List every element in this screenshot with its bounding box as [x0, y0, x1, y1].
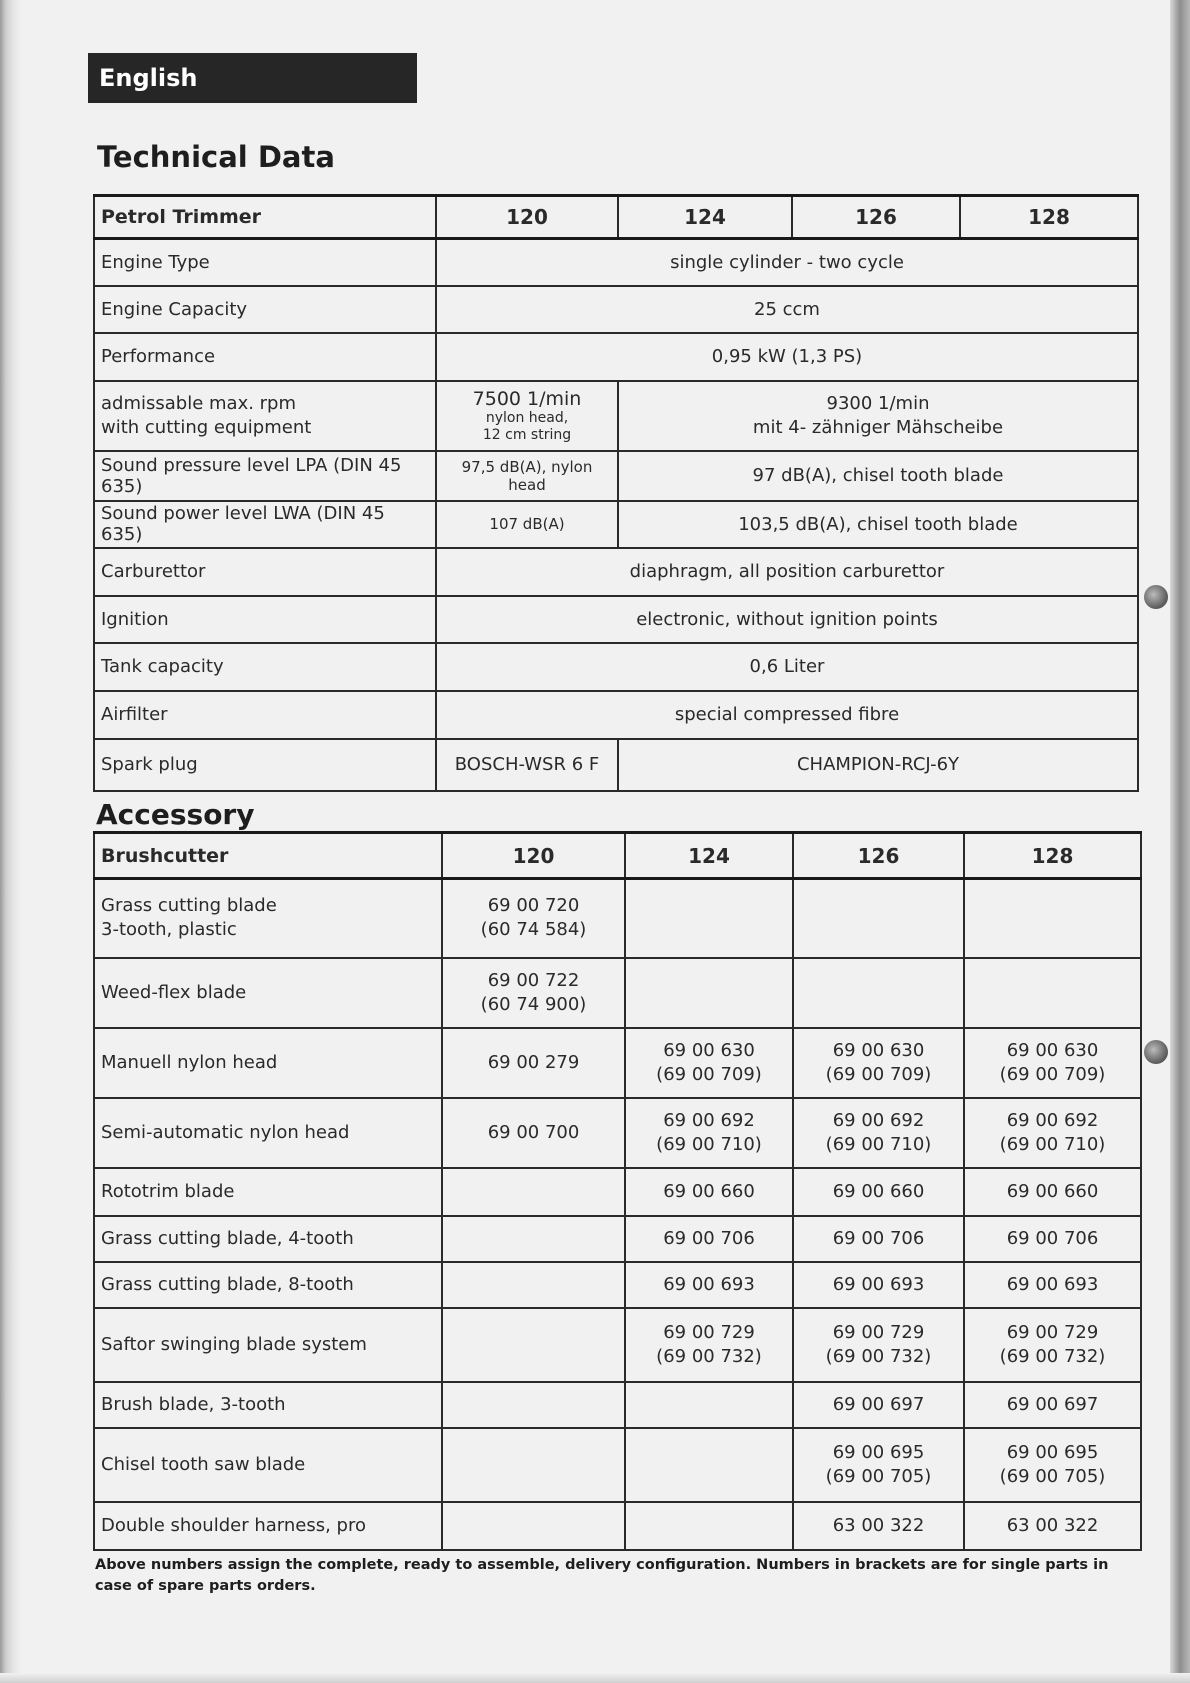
accessory-item-label — [94, 1428, 442, 1502]
accessory-table — [93, 831, 1142, 1551]
part-number: 69 00 279 — [487, 1051, 580, 1073]
row-label-engine-type: Engine Type — [94, 239, 436, 286]
table-header-row — [94, 196, 1138, 239]
part-number-cell-128 — [964, 1428, 1141, 1502]
value-sound-power-other: 103,5 dB(A), chisel tooth blade — [618, 501, 1138, 548]
table-row — [94, 1216, 1141, 1262]
part-number-cell-128 — [964, 1308, 1141, 1382]
accessory-item-label — [94, 1168, 442, 1216]
ring-binder-hole-icon — [1144, 1040, 1168, 1064]
part-number-cell-126 — [793, 1216, 964, 1262]
table-row — [94, 958, 1141, 1028]
part-number-cell-120 — [442, 1028, 625, 1098]
part-number-cell-128 — [964, 1262, 1141, 1308]
table-row — [94, 239, 1138, 286]
accessory-item-label — [94, 958, 442, 1028]
part-number-cell-124 — [625, 958, 793, 1028]
part-number: 69 00 660 — [832, 1180, 925, 1202]
value-spark-plug-120: BOSCH-WSR 6 F — [436, 739, 618, 791]
footnote: Above numbers assign the complete, ready to assemble, delivery configuration. Numbers in brackets are for single parts in case of spare parts orders. — [95, 1557, 1109, 1594]
part-number-cell-120 — [442, 958, 625, 1028]
rpm-120-value: 7500 1/min — [472, 387, 582, 410]
part-number-cell-126 — [793, 958, 964, 1028]
table-row — [94, 286, 1138, 333]
part-number-cell-128 — [964, 958, 1141, 1028]
spare-part-number: (69 00 705) — [999, 1465, 1106, 1487]
part-number-cell-128 — [964, 1168, 1141, 1216]
accessory-item-label — [94, 1098, 442, 1168]
accessory-item-label-line1: Saftor swinging blade system — [101, 1333, 367, 1355]
accessory-item-label — [94, 1262, 442, 1308]
part-number-cell-126 — [793, 1382, 964, 1428]
accessory-item-label-line1: Rototrim blade — [101, 1180, 235, 1202]
table-row — [94, 596, 1138, 643]
header-model-128: 128 — [960, 196, 1138, 239]
table-row — [94, 501, 1138, 548]
row-label-performance: Performance — [94, 333, 436, 381]
table-row — [94, 1382, 1141, 1428]
part-number-cell-128 — [964, 879, 1141, 958]
part-number-cell-126 — [793, 1428, 964, 1502]
part-number-cell-120 — [442, 1098, 625, 1168]
accessory-title: Accessory — [96, 798, 255, 831]
part-number: 69 00 630 — [1006, 1039, 1099, 1061]
part-number-cell-120 — [442, 1382, 625, 1428]
header-model-128: 128 — [964, 833, 1141, 879]
value-ignition: electronic, without ignition points — [436, 596, 1138, 643]
header-brushcutter: Brushcutter — [94, 833, 442, 879]
accessory-item-label-line1: Semi-automatic nylon head — [101, 1121, 350, 1143]
part-number: 69 00 695 — [1006, 1441, 1099, 1463]
accessory-item-label-line1: Weed-flex blade — [101, 981, 247, 1003]
part-number-cell-126 — [793, 1502, 964, 1550]
accessory-item-label-line1: Grass cutting blade, 8-tooth — [101, 1273, 354, 1295]
value-carburettor: diaphragm, all position carburettor — [436, 548, 1138, 596]
accessory-item-label-line1: Brush blade, 3-tooth — [101, 1393, 286, 1415]
row-label-ignition: Ignition — [94, 596, 436, 643]
value-airfilter: special compressed fibre — [436, 691, 1138, 739]
accessory-item-label-line1: Chisel tooth saw blade — [101, 1453, 306, 1475]
part-number: 69 00 692 — [1006, 1109, 1099, 1131]
part-number: 69 00 722 — [487, 969, 580, 991]
table-row — [94, 739, 1138, 791]
part-number-cell-126 — [793, 1168, 964, 1216]
accessory-item-label — [94, 1502, 442, 1550]
part-number-cell-124 — [625, 879, 793, 958]
table-row — [94, 1308, 1141, 1382]
part-number: 63 00 322 — [1006, 1514, 1099, 1536]
part-number: 69 00 693 — [832, 1273, 925, 1295]
rpm-label-line2: with cutting equipment — [101, 416, 312, 438]
header-model-126: 126 — [793, 833, 964, 879]
accessory-item-label-line1: Manuell nylon head — [101, 1051, 278, 1073]
row-label-rpm — [94, 381, 436, 451]
table-header-row — [94, 833, 1141, 879]
header-model-124: 124 — [618, 196, 792, 239]
spare-part-number: (69 00 732) — [999, 1345, 1106, 1367]
part-number-cell-124 — [625, 1308, 793, 1382]
page-bottom-edge — [0, 1673, 1190, 1683]
row-label-sound-pressure: Sound pressure level LPA (DIN 45 635) — [94, 451, 436, 501]
part-number-cell-124 — [625, 1216, 793, 1262]
accessory-item-label-line1: Grass cutting blade — [101, 895, 277, 917]
part-number: 69 00 630 — [663, 1039, 755, 1061]
row-label-tank-capacity: Tank capacity — [94, 643, 436, 691]
part-number-cell-124 — [625, 1168, 793, 1216]
spare-part-number: (69 00 709) — [999, 1063, 1106, 1085]
table-row — [94, 643, 1138, 691]
spare-part-number: (69 00 709) — [656, 1063, 762, 1085]
part-number: 69 00 729 — [832, 1321, 925, 1343]
header-model-124: 124 — [625, 833, 793, 879]
rpm-120-note2: 12 cm string — [482, 426, 572, 443]
table-row — [94, 1502, 1141, 1550]
value-engine-capacity: 25 ccm — [436, 286, 1138, 333]
row-label-engine-capacity: Engine Capacity — [94, 286, 436, 333]
rpm-other-note: mit 4- zähniger Mähscheibe — [752, 416, 1004, 438]
rpm-label-line1: admissable max. rpm — [101, 392, 297, 414]
table-row — [94, 691, 1138, 739]
table-row — [94, 1168, 1141, 1216]
part-number-cell-124 — [625, 1382, 793, 1428]
part-number-cell-128 — [964, 1502, 1141, 1550]
table-row — [94, 1262, 1141, 1308]
part-number-cell-124 — [625, 1028, 793, 1098]
technical-data-table — [93, 194, 1139, 792]
rpm-120-note1: nylon head, — [485, 409, 569, 426]
part-number-cell-120 — [442, 1502, 625, 1550]
part-number: 69 00 693 — [663, 1273, 755, 1295]
ring-binder-hole-icon — [1144, 585, 1168, 609]
part-number-cell-126 — [793, 879, 964, 958]
accessory-rows — [94, 879, 1141, 1550]
table-row — [94, 1098, 1141, 1168]
part-number-cell-124 — [625, 1428, 793, 1502]
part-number: 69 00 692 — [663, 1109, 755, 1131]
part-number: 69 00 706 — [663, 1227, 755, 1249]
table-row — [94, 333, 1138, 381]
value-rpm-other — [618, 381, 1138, 451]
part-number: 69 00 700 — [487, 1121, 580, 1143]
page-right-edge — [1170, 0, 1190, 1683]
row-label-carburettor: Carburettor — [94, 548, 436, 596]
value-performance: 0,95 kW (1,3 PS) — [436, 333, 1138, 381]
part-number: 63 00 322 — [832, 1514, 925, 1536]
accessory-item-label — [94, 1382, 442, 1428]
value-tank-capacity: 0,6 Liter — [436, 643, 1138, 691]
table-row — [94, 451, 1138, 501]
accessory-item-label-line1: Grass cutting blade, 4-tooth — [101, 1227, 354, 1249]
part-number: 69 00 692 — [832, 1109, 925, 1131]
header-petrol-trimmer: Petrol Trimmer — [94, 196, 436, 239]
part-number-cell-124 — [625, 1262, 793, 1308]
part-number-cell-124 — [625, 1502, 793, 1550]
table-row — [94, 548, 1138, 596]
part-number: 69 00 695 — [832, 1441, 925, 1463]
part-number-cell-124 — [625, 1098, 793, 1168]
technical-data-title: Technical Data — [97, 140, 335, 174]
part-number: 69 00 693 — [1006, 1273, 1099, 1295]
spare-part-number: (69 00 710) — [999, 1133, 1106, 1155]
part-number-cell-120 — [442, 879, 625, 958]
part-number-cell-120 — [442, 1308, 625, 1382]
part-number: 69 00 729 — [663, 1321, 755, 1343]
accessory-item-label-line1: Double shoulder harness, pro — [101, 1514, 366, 1536]
header-model-126: 126 — [792, 196, 960, 239]
table-row — [94, 1028, 1141, 1098]
value-sound-pressure-120: 97,5 dB(A), nylon head — [436, 451, 618, 501]
part-number: 69 00 630 — [832, 1039, 925, 1061]
spare-part-number: (69 00 710) — [825, 1133, 932, 1155]
part-number-cell-126 — [793, 1262, 964, 1308]
language-tab: English — [88, 53, 417, 103]
spare-part-number: (60 74 900) — [480, 993, 587, 1015]
accessory-item-label — [94, 879, 442, 958]
part-number: 69 00 729 — [1006, 1321, 1099, 1343]
header-model-120: 120 — [436, 196, 618, 239]
part-number-cell-126 — [793, 1308, 964, 1382]
rpm-other-value: 9300 1/min — [826, 392, 930, 414]
part-number-cell-126 — [793, 1028, 964, 1098]
accessory-item-label — [94, 1028, 442, 1098]
part-number: 69 00 720 — [487, 895, 580, 917]
part-number: 69 00 697 — [832, 1393, 925, 1415]
spare-part-number: (69 00 709) — [825, 1063, 932, 1085]
value-sound-pressure-other: 97 dB(A), chisel tooth blade — [618, 451, 1138, 501]
spare-part-number: (69 00 705) — [825, 1465, 932, 1487]
part-number: 69 00 697 — [1006, 1393, 1099, 1415]
spare-part-number: (69 00 732) — [656, 1345, 762, 1367]
part-number: 69 00 660 — [663, 1180, 755, 1202]
value-engine-type: single cylinder - two cycle — [436, 239, 1138, 286]
part-number-cell-120 — [442, 1262, 625, 1308]
spare-part-number: (60 74 584) — [480, 919, 587, 941]
table-row — [94, 1428, 1141, 1502]
part-number: 69 00 660 — [1006, 1180, 1099, 1202]
accessory-item-label — [94, 1308, 442, 1382]
row-label-airfilter: Airfilter — [94, 691, 436, 739]
part-number-cell-128 — [964, 1216, 1141, 1262]
table-row — [94, 879, 1141, 958]
spare-part-number: (69 00 732) — [825, 1345, 932, 1367]
part-number-cell-128 — [964, 1028, 1141, 1098]
value-rpm-120 — [436, 381, 618, 451]
row-label-sound-power: Sound power level LWA (DIN 45 635) — [94, 501, 436, 548]
value-sound-power-120: 107 dB(A) — [436, 501, 618, 548]
part-number-cell-128 — [964, 1098, 1141, 1168]
part-number-cell-120 — [442, 1216, 625, 1262]
part-number: 69 00 706 — [832, 1227, 925, 1249]
accessory-item-label — [94, 1216, 442, 1262]
accessory-item-label-line2: 3-tooth, plastic — [101, 919, 237, 941]
page-binding-edge — [0, 0, 22, 1683]
row-label-spark-plug: Spark plug — [94, 739, 436, 791]
value-spark-plug-other: CHAMPION-RCJ-6Y — [618, 739, 1138, 791]
part-number-cell-128 — [964, 1382, 1141, 1428]
part-number-cell-120 — [442, 1428, 625, 1502]
part-number-cell-120 — [442, 1168, 625, 1216]
table-row — [94, 381, 1138, 451]
header-model-120: 120 — [442, 833, 625, 879]
spare-part-number: (69 00 710) — [656, 1133, 762, 1155]
part-number-cell-126 — [793, 1098, 964, 1168]
part-number: 69 00 706 — [1006, 1227, 1099, 1249]
